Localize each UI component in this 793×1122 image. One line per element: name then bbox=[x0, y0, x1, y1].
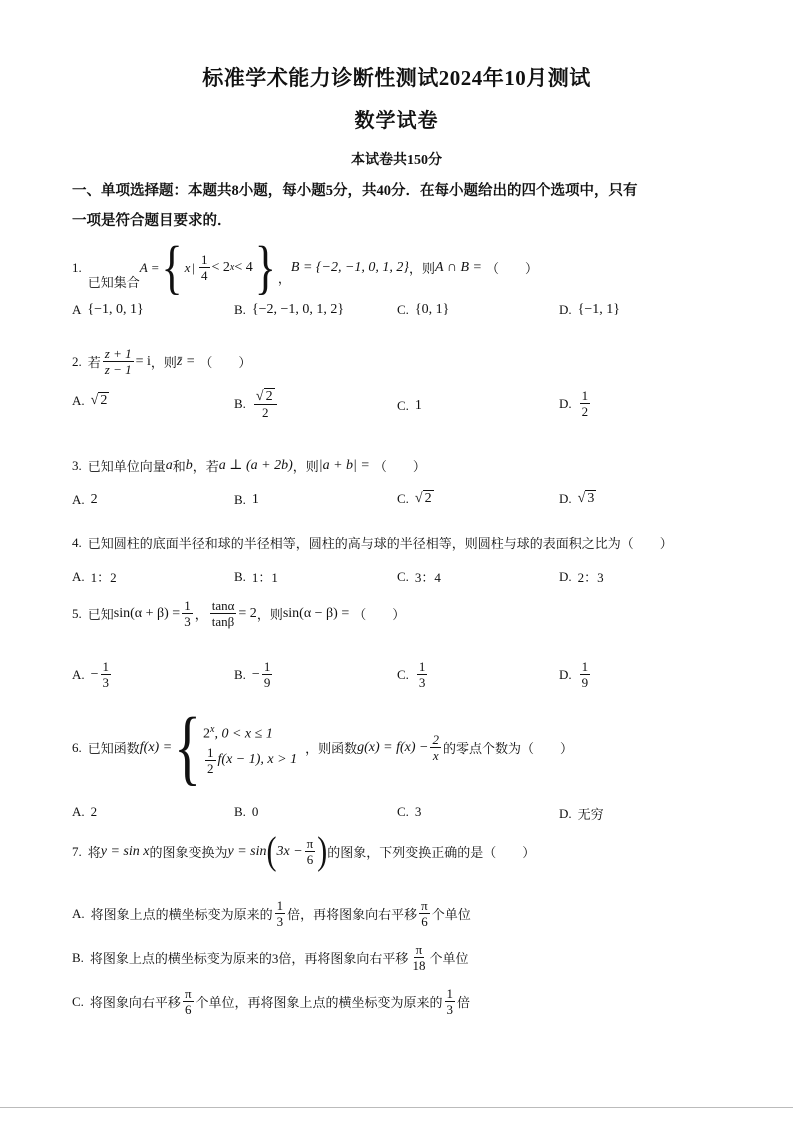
q2-option-c: C. 1 bbox=[397, 398, 422, 413]
question-number: 1. bbox=[72, 259, 82, 275]
question-4 bbox=[72, 533, 673, 552]
q4-option-d: D. 2：3 bbox=[559, 568, 604, 585]
section-1-line-1: 一、单项选择题：本题共8小题，每小题5分，共40分．在每小题给出的四个选项中，只有 bbox=[72, 183, 638, 199]
question-ask: |a + b| = bbox=[318, 457, 370, 473]
question-ask: sin(α − β) = bbox=[282, 605, 350, 621]
question-number: 5. bbox=[72, 605, 82, 621]
question-2: 2. 若 $\frac{z + 1}{z - 1}$ = i ，则 z̄ = （ ） bbox=[72, 346, 252, 377]
q6-option-c: C. 3 bbox=[397, 804, 422, 819]
q5-option-c: C. $\frac{1}{3}$ bbox=[397, 659, 426, 690]
set-b: B = {−2, −1, 0, 1, 2} bbox=[290, 259, 410, 275]
q2-option-b: B. √ 2 2 bbox=[234, 388, 279, 420]
answer-blank: （ ） bbox=[373, 459, 426, 474]
q6-option-d: D. 无穷 bbox=[559, 805, 604, 822]
q2-option-d: D. $\frac{1}{2}$ bbox=[559, 388, 589, 419]
q6-option-a: A. 2 bbox=[72, 804, 98, 819]
q4-option-c: C. 3：4 bbox=[397, 568, 441, 585]
fraction: $\frac{2}{x}$ bbox=[432, 732, 439, 764]
piecewise-brace: { bbox=[174, 701, 202, 795]
q4-option-a: A. 1：2 bbox=[72, 568, 117, 585]
q5-option-d: D. $\frac{1}{9}$ bbox=[559, 659, 589, 690]
section-1-line-2: 一项是符合题目要求的． bbox=[72, 213, 232, 229]
q1-option-c: C. {0, 1} bbox=[397, 302, 450, 317]
q5-option-a: A. − $\frac{1}{3}$ bbox=[72, 659, 110, 690]
exam-total-score: 本试卷共150分 bbox=[351, 153, 442, 168]
question-5: 5. 已知 sin(α + β) = $\frac{1}{3}$ ， $\frac{\tan\alpha}{\tan\beta}$ = 2 ，则 sin(α − β) = （ ） bbox=[72, 598, 406, 629]
fraction: $\frac{1}{4}$ bbox=[201, 252, 208, 283]
q6-option-b: B. 0 bbox=[234, 804, 259, 819]
q3-option-a: A. 2 bbox=[72, 492, 98, 507]
q3-option-b: B. 1 bbox=[234, 492, 259, 507]
q7-option-b: B. 将图象上点的横坐标变为原来的3倍，再将图象向右平移 $\frac{\pi}{18}$ 个单位 bbox=[72, 942, 469, 973]
question-7: 7. 将 y = sin x 的图象变换为 y = sin ( 3x − $\frac{\pi}{6}$ ) 的图象，下列变换正确的是（ ） bbox=[72, 829, 536, 873]
exam-subject: 数学试卷 bbox=[354, 110, 439, 132]
question-3: 3. 已知单位向量 a 和 b ，若 a ⊥ (a + 2b) ，则 |a + b| = （ ） bbox=[72, 457, 426, 474]
q7-option-c: C. 将图象向右平移 $\frac{\pi}{6}$ 个单位，再将图象上点的横坐标变为原来的 $\frac{1}{3}$ 倍 bbox=[72, 986, 471, 1017]
page-bottom-rule bbox=[0, 1107, 793, 1108]
vector-b: b bbox=[185, 457, 193, 473]
question-ask: A ∩ B = bbox=[435, 259, 482, 275]
fraction: $\frac{\tan\alpha}{\tan\beta}$ bbox=[211, 598, 235, 629]
q5-option-b: B. − $\frac{1}{9}$ bbox=[234, 659, 271, 690]
q1-option-a: A {−1, 0, 1} bbox=[72, 302, 144, 317]
question-text: 已知圆柱的底面半径和球的半径相等，圆柱的高与球的半径相等，则圆柱与球的表面积之比为（ ） bbox=[87, 536, 673, 551]
q3-option-d: D. √ 3 bbox=[559, 490, 595, 506]
question-6: 6. 已知函数 f(x) = { 2$^x$, 0 < x ≤ 1 $\frac{1}{2}$ f(x − 1), x > 1 ，则函数 g(x) = f(x) − $\frac{2}{x}$ 的零点个数为（ ） bbox=[72, 701, 573, 795]
q7-option-a: A. 将图象上点的横坐标变为原来的 $\frac{1}{3}$ 倍，再将图象向右平移 $\frac{\pi}{6}$ 个单位 bbox=[72, 898, 471, 929]
question-text: 已知集合 bbox=[87, 275, 140, 290]
question-number: 4. bbox=[72, 534, 82, 550]
fraction: $\frac{\pi}{6}$ bbox=[306, 836, 314, 867]
question-1: 1. 已知集合 A = { x | $\frac{1}{4}$ < 2 x < 4 } ， B = {−2, −1, 0, 1, 2} ，则 A ∩ B = （ ） bbox=[72, 233, 538, 300]
left-brace: { bbox=[161, 233, 183, 300]
q1-option-b: B. {−2, −1, 0, 1, 2} bbox=[234, 302, 345, 317]
question-number: 2. bbox=[72, 353, 82, 369]
set-a: A = { x | $\frac{1}{4}$ < 2 x < 4 } bbox=[139, 233, 276, 300]
condition: a ⊥ (a + 2b) bbox=[218, 458, 293, 473]
exam-title: 标准学术能力诊断性测试2024年10月测试 bbox=[202, 66, 591, 90]
fraction: $\frac{1}{3}$ bbox=[184, 598, 191, 629]
q3-option-c: C. √ 2 bbox=[397, 490, 432, 506]
q4-option-b: B. 1：1 bbox=[234, 568, 278, 585]
q1-option-d: D. {−1, 1} bbox=[559, 302, 620, 317]
vector-a: a bbox=[165, 457, 173, 473]
question-number: 3. bbox=[72, 457, 82, 473]
answer-blank: （ ） bbox=[485, 261, 538, 276]
answer-blank: （ ） bbox=[353, 607, 406, 622]
question-ask: z̄ = bbox=[176, 353, 196, 369]
fraction: $\frac{z + 1}{z - 1}$ bbox=[104, 346, 132, 377]
section-1-instructions bbox=[72, 176, 727, 236]
question-number: 7. bbox=[72, 843, 82, 859]
right-brace: } bbox=[254, 233, 276, 300]
question-number: 6. bbox=[72, 739, 82, 755]
q2-option-a: A. √ 2 bbox=[72, 392, 108, 408]
piecewise-cases: 2$^x$, 0 < x ≤ 1 $\frac{1}{2}$ f(x − 1), x > 1 bbox=[203, 724, 298, 776]
answer-blank: （ ） bbox=[199, 355, 252, 370]
